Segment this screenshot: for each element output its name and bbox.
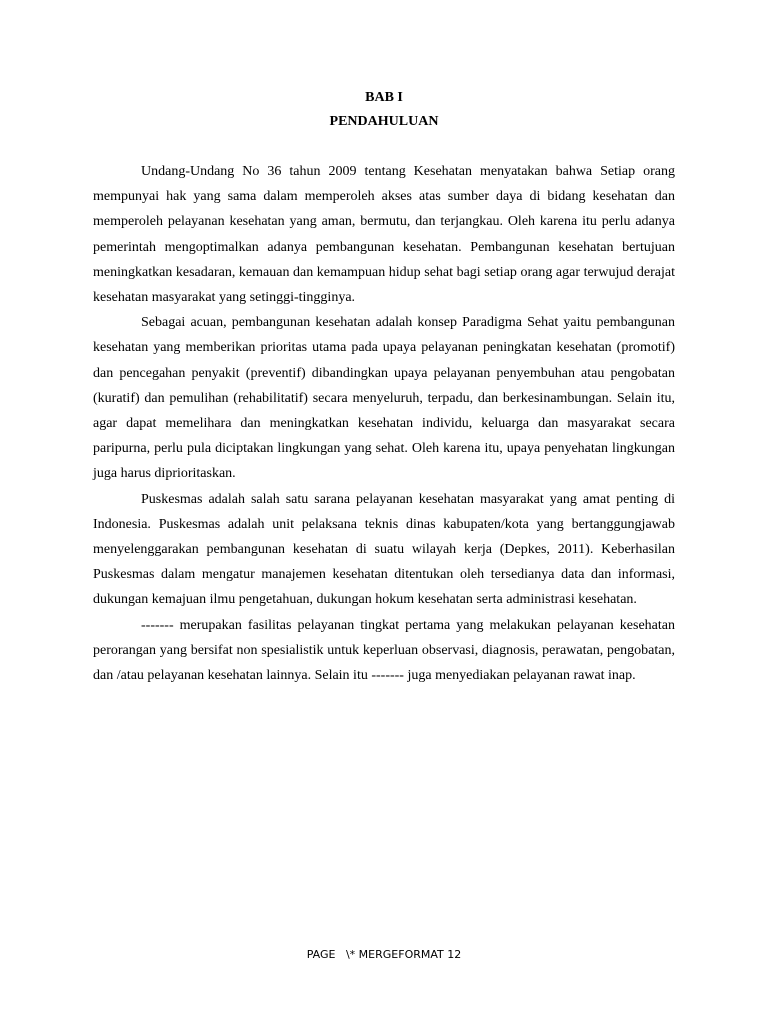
paragraph: ------- merupakan fasilitas pelayanan tingkat pertama yang melakukan pelayanan kesehatan perorangan yang bersifat non spesialistik untuk keperluan observasi, diagnosis, perawatan, pengobatan, dan /atau pelayanan kesehatan lainnya. Selain itu ------- juga menyediakan pelayanan rawat inap.	[93, 617, 675, 684]
paragraph: Sebagai acuan, pembangunan kesehatan adalah konsep Paradigma Sehat yaitu pembangunan kesehatan yang memberikan prioritas utama pada upaya pelayanan peningkatan kesehatan (promotif) dan pencegahan penyakit (preventif) dibandingkan upaya pelayanan penyembuhan atau pengobatan (kuratif) dan pemulihan (rehabilitatif) secara menyeluruh, terpadu, dan berkesinambungan. Selain itu, agar dapat memelihara dan meningkatkan kesehatan individu, keluarga dan masyarakat secara paripurna, perlu pula diciptakan lingkungan yang sehat. Oleh karena itu, upaya penyehatan lingkungan juga harus diprioritaskan.	[93, 315, 675, 482]
chapter-heading: BAB I	[365, 90, 403, 105]
page-number-field: PAGE \* MERGEFORMAT 12	[306, 948, 462, 961]
paragraph: Puskesmas adalah salah satu sarana pelayanan kesehatan masyarakat yang amat penting di Indonesia. Puskesmas adalah unit pelaksana teknis dinas kabupaten/kota yang bertanggungjawab menyelenggarakan pembangunan kesehatan di suatu wilayah kerja (Depkes, 2011). Keberhasilan Puskesmas dalam mengatur manajemen kesehatan ditentukan oleh tersedianya data dan informasi, dukungan kemajuan ilmu pengetahuan, dukungan hokum kesehatan serta administrasi kesehatan.	[93, 491, 675, 608]
body-text	[93, 159, 675, 688]
chapter-title: PENDAHULUAN	[329, 114, 439, 129]
paragraph: Undang-Undang No 36 tahun 2009 tentang Kesehatan menyatakan bahwa Setiap orang mempunyai hak yang sama dalam memperoleh akses atas sumber daya di bidang kesehatan dan memperoleh pelayanan kesehatan yang aman, bermutu, dan terjangkau. Oleh karena itu perlu adanya pemerintah mengoptimalkan adanya pembangunan kesehatan. Pembangunan kesehatan bertujuan meningkatkan kesadaran, kemauan dan kemampuan hidup sehat bagi setiap orang agar terwujud derajat kesehatan masyarakat yang setinggi-tingginya.	[93, 164, 675, 306]
